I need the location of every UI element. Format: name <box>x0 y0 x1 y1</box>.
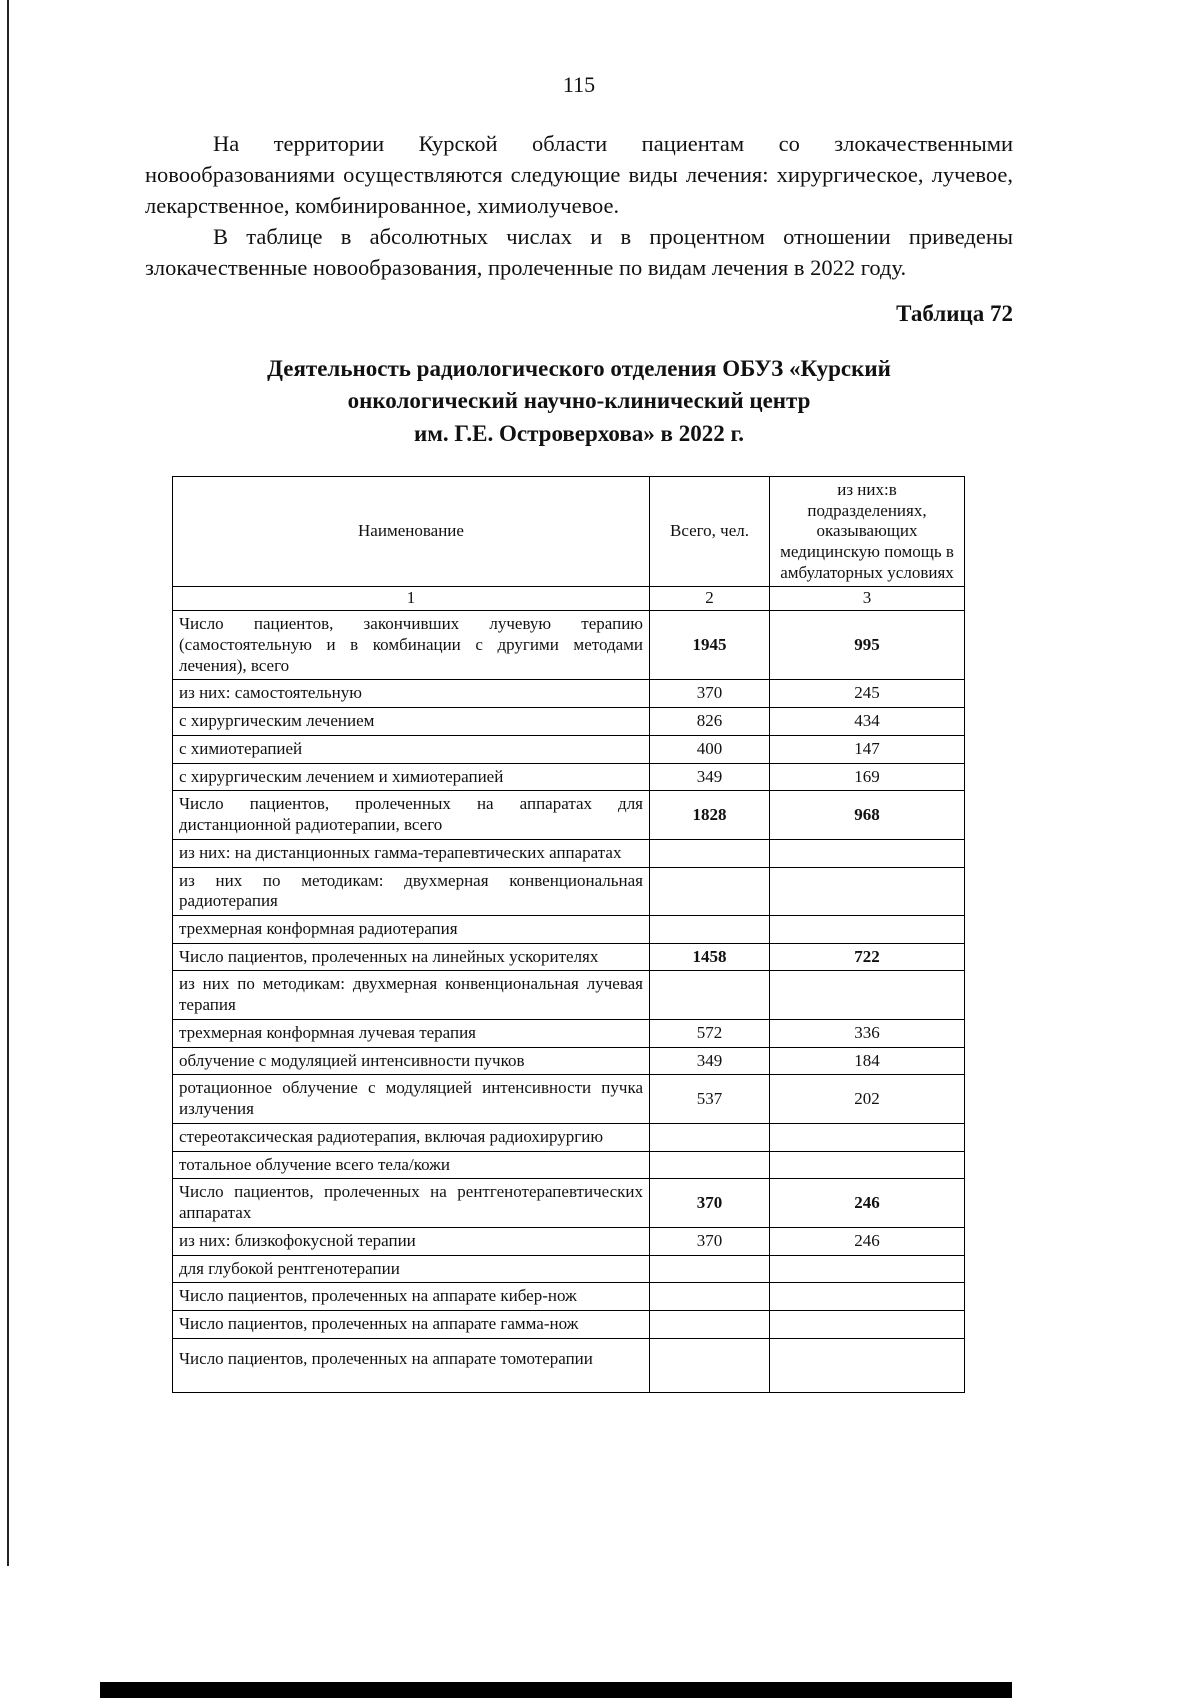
row-total-cell: 349 <box>650 763 770 791</box>
table-row <box>173 680 965 708</box>
row-name-cell: тотальное облучение всего тела/кожи <box>173 1151 650 1179</box>
row-total-cell <box>650 1151 770 1179</box>
row-total-cell: 1945 <box>650 611 770 680</box>
table-row <box>173 1075 965 1123</box>
row-total-cell: 349 <box>650 1047 770 1075</box>
table-row <box>173 1255 965 1283</box>
table-row <box>173 1227 965 1255</box>
table-row <box>173 867 965 915</box>
row-outpatient-cell: 722 <box>770 943 965 971</box>
table-row <box>173 1047 965 1075</box>
header-cell-total: Всего, чел. <box>650 476 770 587</box>
row-total-cell: 537 <box>650 1075 770 1123</box>
page-number: 115 <box>562 72 596 97</box>
row-name-cell: с химиотерапией <box>173 735 650 763</box>
row-total-cell: 370 <box>650 1179 770 1227</box>
table-row <box>173 916 965 944</box>
table-row <box>173 839 965 867</box>
row-name-cell: для глубокой рентгенотерапии <box>173 1255 650 1283</box>
table-title-line-2: онкологический научно-клинический центр <box>347 388 811 414</box>
table-title-line-3: им. Г.Е. Островерхова» в 2022 г. <box>413 420 745 446</box>
table-row <box>173 971 965 1019</box>
table-row <box>173 763 965 791</box>
row-name-cell: Число пациентов, пролеченных на аппарате гамма-нож <box>173 1311 650 1339</box>
row-outpatient-cell <box>770 1255 965 1283</box>
header-cell-name: Наименование <box>173 476 650 587</box>
table-row <box>173 708 965 736</box>
table-row <box>173 735 965 763</box>
row-total-cell <box>650 1283 770 1311</box>
scan-artifact-bottom-bar <box>100 1682 1012 1698</box>
row-name-cell: ротационное облучение с модуляцией интенсивности пучка излучения <box>173 1075 650 1123</box>
row-total-cell: 1828 <box>650 791 770 839</box>
row-total-cell <box>650 1123 770 1151</box>
row-outpatient-cell: 245 <box>770 680 965 708</box>
row-name-cell: трехмерная конформная радиотерапия <box>173 916 650 944</box>
row-outpatient-cell <box>770 1311 965 1339</box>
column-number-2: 2 <box>650 587 770 611</box>
row-name-cell: из них по методикам: двухмерная конвенциональная радиотерапия <box>173 867 650 915</box>
row-outpatient-cell: 336 <box>770 1019 965 1047</box>
row-outpatient-cell <box>770 839 965 867</box>
row-outpatient-cell <box>770 1283 965 1311</box>
row-name-cell: с хирургическим лечением и химиотерапией <box>173 763 650 791</box>
table-row <box>173 1123 965 1151</box>
row-outpatient-cell <box>770 1338 965 1392</box>
column-number-1: 1 <box>173 587 650 611</box>
row-total-cell <box>650 839 770 867</box>
row-name-cell: из них: на дистанционных гамма-терапевтических аппаратах <box>173 839 650 867</box>
row-name-cell: из них: самостоятельную <box>173 680 650 708</box>
row-name-cell: трехмерная конформная лучевая терапия <box>173 1019 650 1047</box>
paragraph-treatment-types: На территории Курской области пациентам со злокачественными новообразованиями осуществляются следующие виды лечения: хирургическое, лучевое, лекарственное, комбинированное, химиолучевое. <box>145 131 1013 219</box>
row-name-cell: облучение с модуляцией интенсивности пучков <box>173 1047 650 1075</box>
header-cell-outpatient: из них:в подразделениях, оказывающих медицинскую помощь в амбулаторных условиях <box>770 476 965 587</box>
row-outpatient-cell: 995 <box>770 611 965 680</box>
table-title-line-1: Деятельность радиологического отделения ОБУЗ «Курский <box>267 356 891 382</box>
row-total-cell <box>650 867 770 915</box>
row-outpatient-cell <box>770 867 965 915</box>
row-outpatient-cell: 434 <box>770 708 965 736</box>
row-name-cell: Число пациентов, пролеченных на аппарате томотерапии <box>173 1338 650 1392</box>
table-header-row <box>173 476 965 587</box>
table-row <box>173 1019 965 1047</box>
row-name-cell: Число пациентов, пролеченных на аппарате кибер-нож <box>173 1283 650 1311</box>
table-row <box>173 611 965 680</box>
row-total-cell <box>650 1255 770 1283</box>
row-name-cell: Число пациентов, пролеченных на аппаратах для дистанционной радиотерапии, всего <box>173 791 650 839</box>
table-title <box>145 353 1013 450</box>
table-body <box>173 611 965 1392</box>
table-row <box>173 943 965 971</box>
row-name-cell: из них по методикам: двухмерная конвенциональная лучевая терапия <box>173 971 650 1019</box>
table-row <box>173 791 965 839</box>
document-page <box>145 72 1013 1393</box>
row-outpatient-cell <box>770 1151 965 1179</box>
row-total-cell <box>650 971 770 1019</box>
table-row <box>173 1338 965 1392</box>
row-total-cell: 826 <box>650 708 770 736</box>
row-name-cell: Число пациентов, пролеченных на рентгенотерапевтических аппаратах <box>173 1179 650 1227</box>
row-name-cell: Число пациентов, закончивших лучевую терапию (самостоятельную и в комбинации с другими методами лечения), всего <box>173 611 650 680</box>
row-outpatient-cell: 246 <box>770 1179 965 1227</box>
row-total-cell <box>650 1338 770 1392</box>
row-total-cell: 1458 <box>650 943 770 971</box>
row-total-cell: 400 <box>650 735 770 763</box>
row-outpatient-cell: 169 <box>770 763 965 791</box>
row-name-cell: стереотаксическая радиотерапия, включая радиохирургию <box>173 1123 650 1151</box>
row-total-cell: 370 <box>650 680 770 708</box>
row-outpatient-cell: 246 <box>770 1227 965 1255</box>
row-outpatient-cell <box>770 971 965 1019</box>
row-outpatient-cell <box>770 1123 965 1151</box>
row-total-cell <box>650 916 770 944</box>
row-name-cell: с хирургическим лечением <box>173 708 650 736</box>
row-total-cell: 572 <box>650 1019 770 1047</box>
table-row <box>173 1151 965 1179</box>
paragraph-table-intro: В таблице в абсолютных числах и в процентном отношении приведены злокачественные новообразования, пролеченные по видам лечения в 2022 году. <box>145 224 1013 281</box>
table-row <box>173 1311 965 1339</box>
column-number-3: 3 <box>770 587 965 611</box>
row-total-cell: 370 <box>650 1227 770 1255</box>
row-total-cell <box>650 1311 770 1339</box>
table-label: Таблица 72 <box>896 301 1013 327</box>
column-numbers-row <box>173 587 965 611</box>
table-row <box>173 1283 965 1311</box>
row-name-cell: Число пациентов, пролеченных на линейных ускорителях <box>173 943 650 971</box>
row-name-cell: из них: близкофокусной терапии <box>173 1227 650 1255</box>
row-outpatient-cell: 147 <box>770 735 965 763</box>
radiology-activity-table <box>172 476 965 1393</box>
row-outpatient-cell: 202 <box>770 1075 965 1123</box>
row-outpatient-cell: 968 <box>770 791 965 839</box>
row-outpatient-cell: 184 <box>770 1047 965 1075</box>
row-outpatient-cell <box>770 916 965 944</box>
table-row <box>173 1179 965 1227</box>
scan-artifact-left-line <box>7 0 9 1566</box>
